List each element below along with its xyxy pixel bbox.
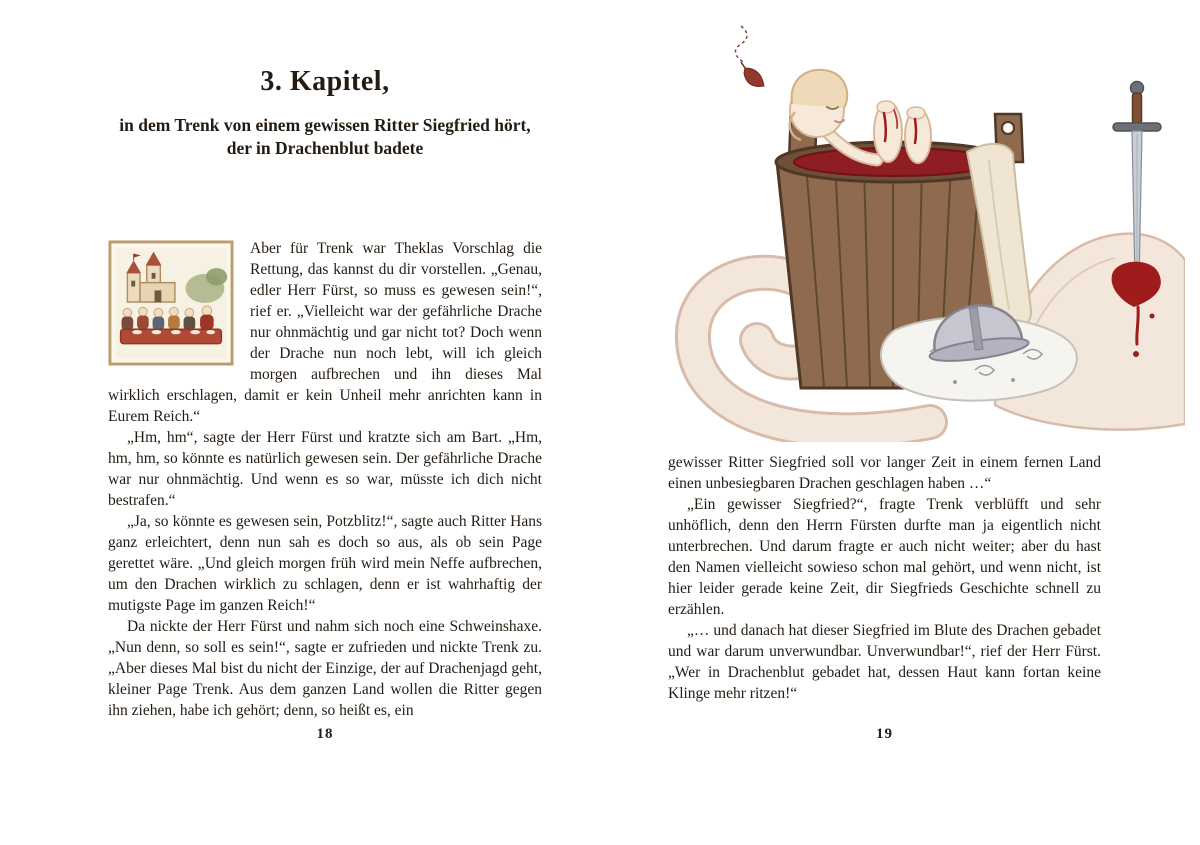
paragraph: Da nickte der Herr Fürst und nahm sich noch eine Schweinshaxe. „Nun denn, so soll es sein!“, sagte er zufrieden und nickte Trenk zu. „Aber dieses Mal bist du nicht der Einzige, der auf Drachenjagd geht, kleiner Page Trenk. Aus dem ganzen Land wollen die Ritter gegen ihn ziehen, habe ich gehört; denn, so heißt es, ein bbox=[108, 618, 542, 719]
feast-table bbox=[121, 329, 222, 344]
right-page-text bbox=[668, 452, 1101, 704]
page-number-left: 18 bbox=[316, 726, 334, 742]
paragraph: gewisser Ritter Siegfried soll vor langer Zeit in einem fernen Land einen unbesiegbaren Drachen geschlagen haben …“ bbox=[668, 454, 1101, 492]
paragraph: „Ein gewisser Siegfried?“, fragte Trenk verblüfft und sehr unhöflich, denn den Herrn Fürsten durfte man ja eigentlich nicht unterbrechen. Und darum fragte er auch nicht weiter; aber du hast den Namen vielleicht sowieso schon mal gehört, und wenn nicht, ist hier leider gerade keine Zeit, dir Siegfrieds Geschichte schnell zu erzählen. bbox=[668, 496, 1101, 618]
page-number-right: 19 bbox=[876, 726, 893, 742]
chapter-subtitle: in dem Trenk von einem gewissen Ritter Siegfried hört, der in Drachenblut badete bbox=[119, 115, 531, 158]
blood-drip bbox=[915, 119, 916, 143]
dragon-blood-bath-image bbox=[645, 10, 1185, 442]
paragraph: „Hm, hm“, sagte der Herr Fürst und kratzte sich am Bart. „Hm, hm, hm, so könnte es natürlich gewesen sein. Der gefährliche Drache war nur ohnmächtig. Und wenn es so war, müsste ich dich nicht bestrafen.“ bbox=[108, 429, 542, 509]
leaf-icon bbox=[735, 26, 764, 86]
feast-miniature-image bbox=[108, 240, 234, 366]
left-page-text bbox=[108, 238, 542, 721]
paragraph: Aber für Trenk war Theklas Vorschlag die Rettung, das kannst du dir vorstellen. „Genau, edler Herr Fürst, so muss es gewesen sein!“, rief er. „Vielleicht war der gefährliche Drache nur ohnmächtig und gar nicht tot? Doch wenn der Drache nun noch lebt, will ich gleich morgen aufbrechen und ihn dieses Mal wirklich erschlagen, damit er kein Unheil mehr anrichten kann in Eurem Reich.“ bbox=[108, 240, 542, 425]
paragraph: „Ja, so könnte es gewesen sein, Potzblitz!“, sagte auch Ritter Hans ganz erleichtert, denn nun sah es doch so aus, als ob sein Page gerettet wäre. „Und gleich morgen früh wird mein Neffe aufbrechen, um den Drachen wirklich zu schlagen, denn er ist wahrhaftig der mutigste Page im ganzen Reich!“ bbox=[108, 513, 542, 614]
chapter-title: 3. Kapitel, bbox=[260, 66, 390, 97]
feast-illustration bbox=[108, 240, 234, 366]
bath-illustration bbox=[645, 10, 1185, 442]
paragraph: „… und danach hat dieser Siegfried im Blute des Drachen gebadet und war darum unverwundbar. Unverwundbar!“, rief der Herr Fürst. „Wer in Drachenblut gebadet hat, dessen Haut kann fortan keine Klinge mehr ritzen!“ bbox=[668, 622, 1101, 702]
left-page-column bbox=[108, 0, 542, 721]
